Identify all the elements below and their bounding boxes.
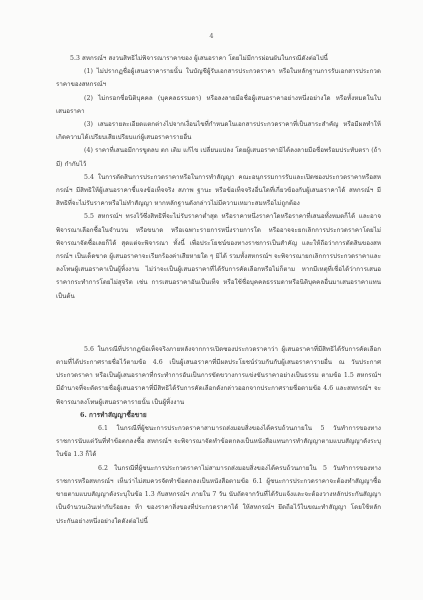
clause-5-3-item-2: (2) ไม่กรอกชื่อนิติบุคคล (บุคคลธรรมดา) หรือลงลายมือชื่อผู้เสนอราคาอย่างหนึ่งอย่างใด หรือทั้งหมดในใบเสนอราคา bbox=[56, 94, 381, 115]
clause-6-1: 6.1 ในกรณีที่ผู้ชนะการประกวดราคาสามารถส่งมอบสิ่งของได้ครบถ้วนภายใน 5 วันทำการของทาง ราชการนับแต่วันที่ทำข้อตกลงซื้อ สหกรณ์ฯ จะพิจารณาจัดทำข้อตกลงเป็นหนังสือแทนการทำสัญญาตามแบบสัญญาดังระบุในข้อ 1.3 ก็ได้ bbox=[56, 425, 381, 459]
clause-5-4: 5.4 ในการตัดสินการประกวดราคาหรือในการทำสัญญา คณะอนุกรรมการรับและเปิดซองประกวดราคาหรือสหกรณ์ฯ มีสิทธิให้ผู้เสนอราคาชี้แจงข้อเท็จจริง สภาพ ฐานะ หรือข้อเท็จจริงอื่นใดที่เกี่ยวข้องกับผู้เสนอราคาได้ สหกรณ์ฯ มีสิทธิที่จะไม่รับราคาหรือไม่ทำสัญญา หากหลักฐานดังกล่าวไม่มีความเหมาะสมหรือไม่ถูกต้อง bbox=[56, 173, 381, 208]
clause-5-3: 5.3 สหกรณ์ฯ สงวนสิทธิไม่พิจารณาราคาของ ผู้เสนอราคา โดยไม่มีการผ่อนผันในกรณีดังต่อไปนี้ bbox=[70, 55, 328, 62]
document-body bbox=[56, 52, 381, 528]
paragraph-gap bbox=[56, 303, 381, 343]
clause-5-3-item-3: (3) เสนอรายละเอียดแตกต่างไปจากเงื่อนไขที่กำหนดในเอกสารประกวดราคาที่เป็นสาระสำคัญ หรือมีผลทำให้เกิดความได้เปรียบเสียเปรียบแก่ผู้เสนอราคารายอื่น bbox=[56, 121, 381, 142]
clause-5-5: 5.5 สหกรณ์ฯ ทรงไว้ซึ่งสิทธิที่จะไม่รับราคาต่ำสุด หรือราคาหนึ่งราคาใดหรือราคาที่เสนอทั้งหมดก็ได้ และอาจพิจารณาเลือกซื้อในจำนวน หรือขนาด หรือเฉพาะรายการหนึ่งรายการใด หรืออาจจะยกเลิกการประกวดราคาโดยไม่พิจารณาจัดซื้อเลยก็ได้ สุดแต่จะพิจารณา ทั้งนี้ เพื่อประโยชน์ของทางราชการเป็นสำคัญ และให้ถือว่าการตัดสินของสหกรณ์ฯ เป็นเด็ดขาด ผู้เสนอราคาจะเรียกร้องค่าเสียหายใด ๆ มิได้ รวมทั้งสหกรณ์ฯ จะพิจารณายกเลิกการประกวดราคาและลงโทษผู้เสนอราคาเป็นผู้ทิ้งงาน ไม่ว่าจะเป็นผู้เสนอราคาที่ได้รับการคัดเลือกหรือไม่ก็ตาม หากมีเหตุที่เชื่อได้ว่าการเสนอราคากระทำการโดยไม่สุจริต เช่น การเสนอราคาอันเป็นเท็จ หรือใช้ชื่อบุคคลธรรมดาหรือนิติบุคคลอื่นมาเสนอราคาแทนเป็นต้น bbox=[56, 213, 381, 300]
section-heading-6: 6. การทำสัญญาซื้อขาย bbox=[80, 410, 147, 419]
page-number: 4 bbox=[209, 32, 214, 40]
clause-6-2: 6.2 ในกรณีที่ผู้ชนะการประกวดราคาไม่สามารถส่งมอบสิ่งของได้ครบถ้วนภายใน 5 วันทำการของทาง ราชการหรือสหกรณ์ฯ เห็นว่าไม่สมควรจัดทำข้อตกลงเป็นหนังสือตามข้อ 6.1 ผู้ชนะการประกวดราคาจะต้องทำสัญญาซื้อขายตามแบบสัญญาดังระบุในข้อ 1.3 กับสหกรณ์ฯ ภายใน 7 วัน นับถัดจากวันที่ได้รับแจ้งและจะต้องวางหลักประกันสัญญาเป็นจำนวนเงินเท่ากับร้อยละ ห้า ของราคาสิ่งของที่ประกวดราคาได้ ให้สหกรณ์ฯ ยึดถือไว้ในขณะทำสัญญา โดยใช้หลักประกันอย่างหนึ่งอย่างใดดังต่อไปนี้ bbox=[56, 464, 381, 525]
clause-5-3-item-1: (1) ไม่ปรากฏชื่อผู้เสนอราคารายนั้น ในบัญชีผู้รับเอกสารประกวดราคา หรือในหลักฐานการรับเอกสารประกวดราคาของสหกรณ์ฯ bbox=[56, 68, 381, 89]
clause-5-6: 5.6 ในกรณีที่ปรากฏข้อเท็จจริงภายหลังจากการเปิดซองประกวดราคาว่า ผู้เสนอราคาที่มีสิทธิได้รับการคัดเลือกตามที่ได้ประกาศรายชื่อไว้ตามข้อ 4.6 เป็นผู้เสนอราคาที่มีผลประโยชน์ร่วมกันกับผู้เสนอราคารายอื่น ณ วันประกาศประกวดราคา หรือเป็นผู้เสนอราคาที่กระทำการอันเป็นการขัดขวางการแข่งขันราคาอย่างเป็นธรรม ตามข้อ 1.5 สหกรณ์ฯ มีอำนาจที่จะตัดรายชื่อผู้เสนอราคาที่มีสิทธิได้รับการคัดเลือกดังกล่าวออกจากประกาศรายชื่อตามข้อ 4.6 และสหกรณ์ฯ จะพิจารณาลงโทษผู้เสนอราคารายนั้น เป็นผู้ทิ้งงาน bbox=[56, 345, 381, 406]
clause-5-3-item-4: (4) ราคาที่เสนอมีการขูดลบ ตก เติม แก้ไข เปลี่ยนแปลง โดยผู้เสนอราคามิได้ลงลายมือชื่อพร้อมประทับตรา (ถ้ามี) กำกับไว้ bbox=[56, 147, 381, 168]
